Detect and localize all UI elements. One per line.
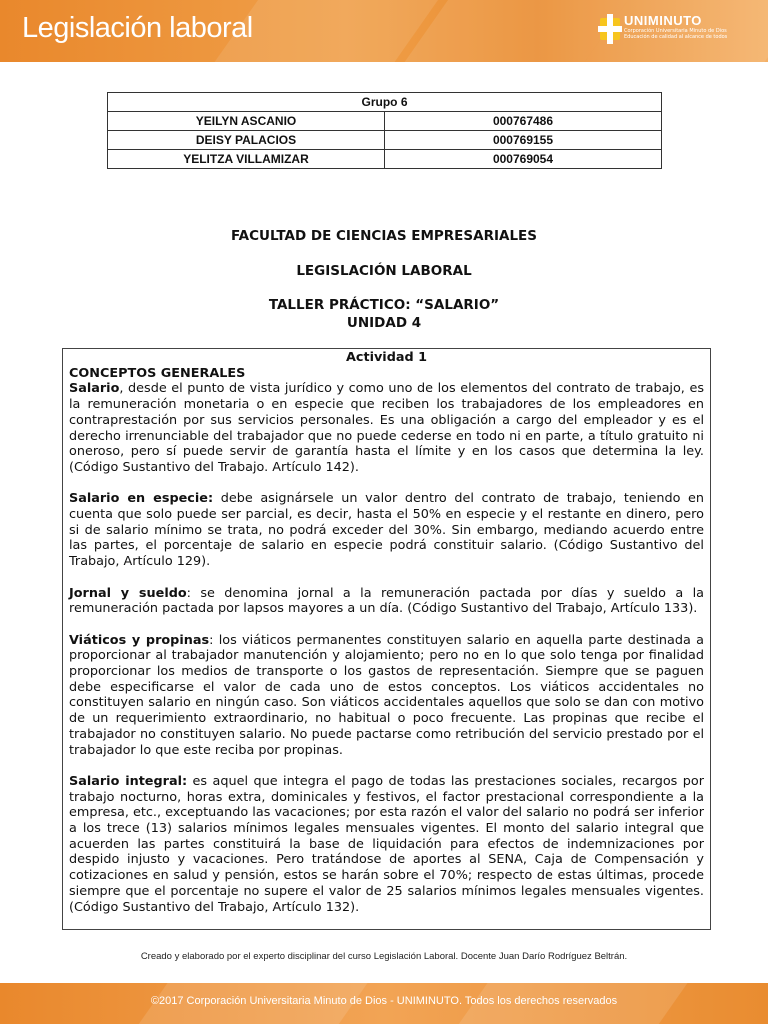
paragraph-salario-especie (69, 491, 704, 570)
term: Salario (69, 381, 120, 397)
definition: , desde el punto de vista jurídico y como uno de los elementos del contrato de trabajo, es la remuneración monetaria o en especie que reciben los trabajadores de los empleadores en contraprestación por sus servicios personales. Es una obligación a cargo del empleador y es el derecho irrenunciable del trabajador que no puede cederse en todo ni en parte, a título gratuito ni oneroso, pero sí puede servir de garantía hasta el límite y en los casos que determina la ley. (Código Sustantivo del Trabajo. Artículo 142). (69, 381, 704, 475)
group-title: Grupo 6 (108, 93, 662, 112)
page-header (0, 0, 768, 62)
activity-box (62, 348, 711, 930)
table-row (108, 150, 662, 169)
uniminuto-logo-icon (598, 14, 622, 44)
table-row (108, 93, 662, 112)
term: Salario en especie: (69, 491, 214, 507)
definition: : se denomina jornal a la remuneración pactada por días y sueldo a la remuneración pactada por lapsos mayores a un día. (Código Sustantivo del Trabajo, Artículo 133). (69, 585, 704, 617)
section-heading: CONCEPTOS GENERALES (69, 365, 246, 381)
course-title: LEGISLACIÓN LABORAL (296, 263, 472, 279)
student-name: YEILYN ASCANIO (108, 112, 385, 131)
uniminuto-logo (598, 12, 748, 48)
paragraph-viaticos (69, 633, 704, 759)
page-footer (0, 983, 768, 1024)
paragraph-jornal-sueldo (69, 586, 704, 617)
author-credit: Creado y elaborado por el experto disciplinar del curso Legislación Laboral. Docente Juan Darío Rodríguez Beltrán. (140, 951, 628, 962)
student-name: YELITZA VILLAMIZAR (108, 150, 385, 169)
paragraph-salario-integral (69, 774, 704, 915)
student-name: DEISY PALACIOS (108, 131, 385, 150)
student-id: 000769054 (385, 150, 662, 169)
table-row (108, 112, 662, 131)
group-table (107, 92, 662, 169)
term: Salario integral: (69, 773, 188, 789)
workshop-title: TALLER PRÁCTICO: “SALARIO” (268, 297, 500, 313)
paragraph-salario (69, 381, 704, 475)
term: Viáticos y propinas (69, 632, 210, 648)
student-id: 000769155 (385, 131, 662, 150)
term: Jornal y sueldo (69, 585, 187, 601)
definition: debe asignársele un valor dentro del contrato de trabajo, teniendo en cuenta que solo puede ser parcial, es decir, hasta el 50% en especie y el restante en dinero, pero si de salario mínimo se trata, no podrá exceder del 30%. Sin embargo, mediando acuerdo entre las partes, el porcentaje de salario en especie podrá constituir salario. (Código Sustantivo del Trabajo, Artículo 129). (69, 491, 705, 570)
table-row (108, 131, 662, 150)
copyright-text: ©2017 Corporación Universitaria Minuto de Dios - UNIMINUTO. Todos los derechos reservados (150, 995, 618, 1007)
student-id: 000767486 (385, 112, 662, 131)
logo-subtitle: Corporación Universitaria Minuto de Dios Educación de calidad al alcance de todos (624, 28, 728, 40)
logo-name: UNIMINUTO (624, 13, 702, 28)
unit-title: UNIDAD 4 (346, 315, 422, 331)
activity-title: Actividad 1 (345, 350, 428, 365)
faculty-title: FACULTAD DE CIENCIAS EMPRESARIALES (230, 228, 537, 244)
header-title: Legislación laboral (22, 12, 253, 44)
definition: es aquel que integra el pago de todas las prestaciones sociales, recargos por trabajo nocturno, horas extra, dominicales y festivos, el factor prestacional correspondiente a la empresa, etc., exceptuando las vacaciones; por esta razón el valor del salario no podrá ser inferior a los trece (13) salarios mínimos legales mensuales vigentes. El monto del salario integral que acuerden las partes constituirá la base de liquidación para efectos de indemnizaciones por despido injusto y vacaciones. Pero tratándose de aportes al SENA, Caja de Compensación y cotizaciones en salud y pensión, estos se harán sobre el 70%; respecto de estas últimas, procede siempre que el porcentaje no supere el valor de 25 salarios mínimos legales mensuales vigentes. (Código Sustantivo del Trabajo, Artículo 132). (69, 773, 704, 915)
definition: : los viáticos permanentes constituyen salario en aquella parte destinada a proporcionar al trabajador manutención y alojamiento; pero no en lo que solo tenga por finalidad proporcionar los medios de transporte o los gastos de representación. Siempre que se paguen debe especificarse el valor de cada uno de estos conceptos. Los viáticos accidentales no constituyen salario en ningún caso. Son viáticos accidentales aquellos que solo se dan con motivo de un requerimiento extraordinario, no habitual o poco frecuente. Las propinas que recibe el trabajador no constituyen salario. No puede pactarse como retribución del servicio prestado por el trabajador lo que este reciba por propinas. (69, 632, 704, 758)
